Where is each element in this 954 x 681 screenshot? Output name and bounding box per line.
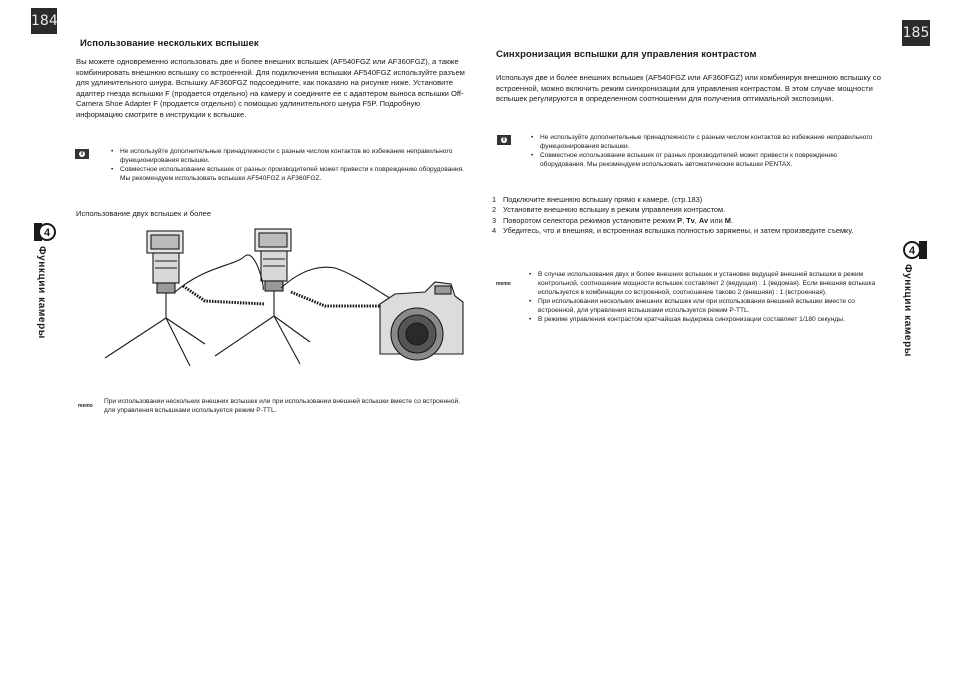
mode-m: M [724,215,731,225]
step-text: Убедитесь, что и внешняя, и встроенная вспышка полностью заряжены, и затем произведите съемку. [503,226,854,236]
figure-caption: Использование двух вспышек и более [76,209,212,218]
step-item [492,205,872,215]
chapter-tab-label: Функции камеры [36,246,47,339]
right-page-number: 185 [902,20,930,46]
mode-av: Av [698,215,709,225]
memo-icon [496,272,511,290]
memo-label: memo [496,281,511,287]
step-text-end: . [730,215,734,225]
caution-icon [74,146,92,162]
caution-icon [496,132,514,148]
steps-list [492,195,872,237]
left-section-title: Использование нескольких вспышек [80,38,259,49]
memo-note: • При использовании нескольких внешних вспышек или при использовании внешней вспышки вместе со встроенной, для управления вспышками используется режим P-TTL. [538,297,884,315]
memo-icon [78,394,93,412]
step-item [492,195,872,205]
left-intro-paragraph: Вы можете одновременно использовать две и более внешних вспышек (AF540FGZ или AF360FGZ), а также комбинировать внешнюю вспышку со встроенной. Для подключения вспышки AF540FGZ используйте разъем для удлинительного шнура. Вспышку AF360FGZ подсоедините, как показано на рисунке ниже. Установите адаптер гнезда вспышки F (продается отдельно) на камеру и соедините ее с адаптером выноса вспышки Off-Camera Shoe Adapter F (продается отдельно) с помощью удлинительного шнура F5P. Подробную информацию смотрите в инструкции к вспышке. [76,57,465,119]
step-item: 3 Поворотом селектора режимов установите режим P, Tv, Av или M. [492,215,734,225]
step-number: 4 [492,226,497,236]
step-text: Поворотом селектора режимов установите режим [503,215,678,225]
chapter-tab-number: 4 [38,223,56,241]
left-page-number: 184 [31,8,57,34]
caution-note: • Совместное использование вспышек от разных производителей может привести к повреждению оборудования. Мы рекомендуем использовать вспышки AF540FGZ и AF360FGZ. [120,165,465,183]
left-caution-notes [110,147,465,183]
memo-note: • В режиме управления контрастом кратчайшая выдержка синхронизации составляет 1/180 секунды. [538,315,884,324]
mode-tv: Tv [686,215,695,225]
step-number: 3 [492,215,497,225]
chapter-tab-label: Функции камеры [902,264,913,357]
right-caution-notes [530,133,880,169]
multi-flash-illustration [95,226,467,378]
step-text: Подключите внешнюю вспышку прямо к камере. (стр.183) [503,195,703,204]
caution-note: • Не используйте дополнительные принадлежности с разным числом контактов во избежание неправильного функционирования вспышки. [540,133,880,151]
step-text: Установите внешнюю вспышку в режим управления контрастом. [503,205,726,215]
left-memo-note: При использовании нескольких внешних вспышек или при использовании внешней вспышки вместе со встроенной, для управления вспышками используется режим P-TTL. [104,398,460,414]
caution-note: • Совместное использование вспышек от разных производителей может привести к повреждению оборудования. Мы рекомендуем использовать автоматические вспышки PENTAX. [540,151,880,169]
right-memo-notes [528,270,884,324]
step-number: 1 [492,195,497,204]
step-or: или [710,215,723,225]
step-item [492,226,872,236]
mode-p: P [677,215,683,225]
chapter-tab-marker [919,241,927,259]
memo-note: • В случае использования двух и более внешних вспышек и установке ведущей внешней вспышки в режим контрольной, соотношение мощности вспышек составляет 2 (ведущая) : 1 (ведомая). Если внешняя вспышка используется в комбинации со встроенной, соотношение таково 2 (внешняя) : 1 (встроенная). [538,270,884,297]
step-number: 2 [492,205,497,215]
right-section-title: Синхронизация вспышки для управления контрастом [496,49,757,60]
chapter-tab-number: 4 [903,241,921,259]
right-intro-paragraph: Используя две и более внешних вспышек (AF540FGZ или AF360FGZ) или комбинируя внешнюю вспышку со встроенной, можно включить режим синхронизации для управления контрастом. В этом случае мощности вспышек регулируются в определенном соотношении для получения оптимальной экспозиции. [496,73,881,104]
memo-label: memo [78,403,93,409]
caution-note: • Не используйте дополнительные принадлежности с разным числом контактов во избежание неправильного функционирования вспышки. [120,147,465,165]
